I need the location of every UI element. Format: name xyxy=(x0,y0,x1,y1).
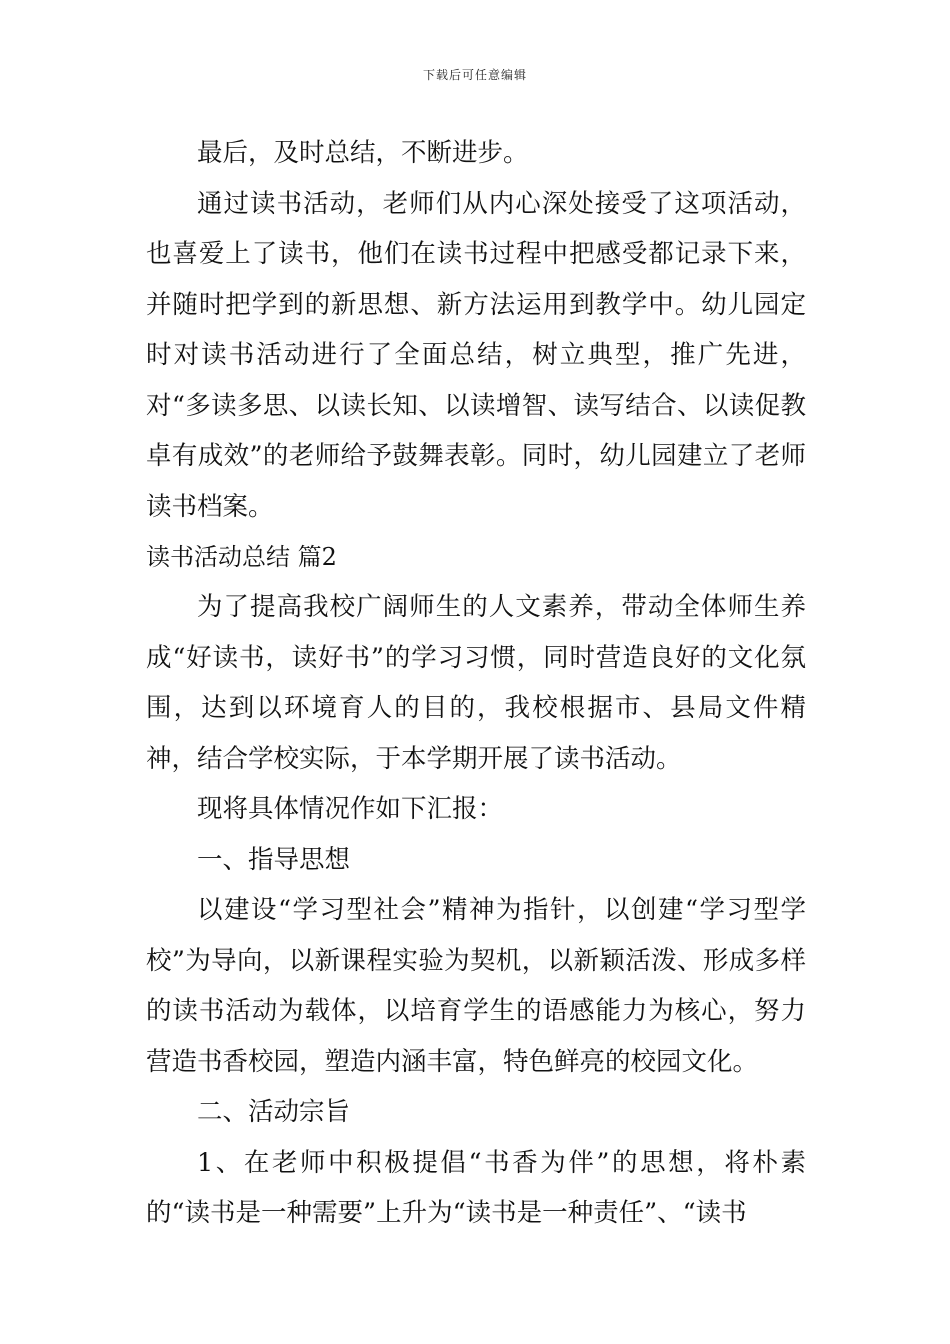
paragraph-introduction: 为了提高我校广阔师生的人文素养，带动全体师生养成“好读书，读好书”的学习习惯，同时营造良好的文化氛围，达到以环境育人的目的，我校根据市、县局文件精神，结合学校实际，于本学期开展了读书活动。 xyxy=(146,592,806,774)
document-body xyxy=(146,128,806,1239)
paragraph-report-intro: 现将具体情况作如下汇报： xyxy=(197,794,504,824)
heading-activity-purpose: 二、活动宗旨 xyxy=(197,1097,351,1127)
paragraph-activity-purpose: 1、在老师中积极提倡“书香为伴”的思想，将朴素的“读书是一种需要”上升为“读书是一种责任”、“读书 xyxy=(146,1147,806,1228)
section-title: 读书活动总结 篇2 xyxy=(146,543,337,571)
heading-guiding-thought: 一、指导思想 xyxy=(197,844,351,875)
paragraph-guiding-thought: 以建设“学习型社会”精神为指针，以创建“学习型学校”为导向，以新课程实验为契机，以新颖活泼、形成多样的读书活动为载体，以培育学生的语感能力为核心，努力营造书香校园，塑造内涵丰富，特色鲜亮的校园文化。 xyxy=(146,895,806,1077)
paragraph-reading-summary: 通过读书活动，老师们从内心深处接受了这项活动，也喜爱上了读书，他们在读书过程中把感受都记录下来，并随时把学到的新思想、新方法运用到教学中。幼儿园定时对读书活动进行了全面总结，树立典型，推广先进，对“多读多思、以读长知、以读增智、读写结合、以读促教卓有成效”的老师给予鼓舞表彰。同时，幼儿园建立了老师读书档案。 xyxy=(146,188,806,522)
paragraph-conclusion: 最后，及时总结，不断进步。 xyxy=(197,138,529,168)
header-note: 下载后可任意编辑 xyxy=(422,68,527,82)
